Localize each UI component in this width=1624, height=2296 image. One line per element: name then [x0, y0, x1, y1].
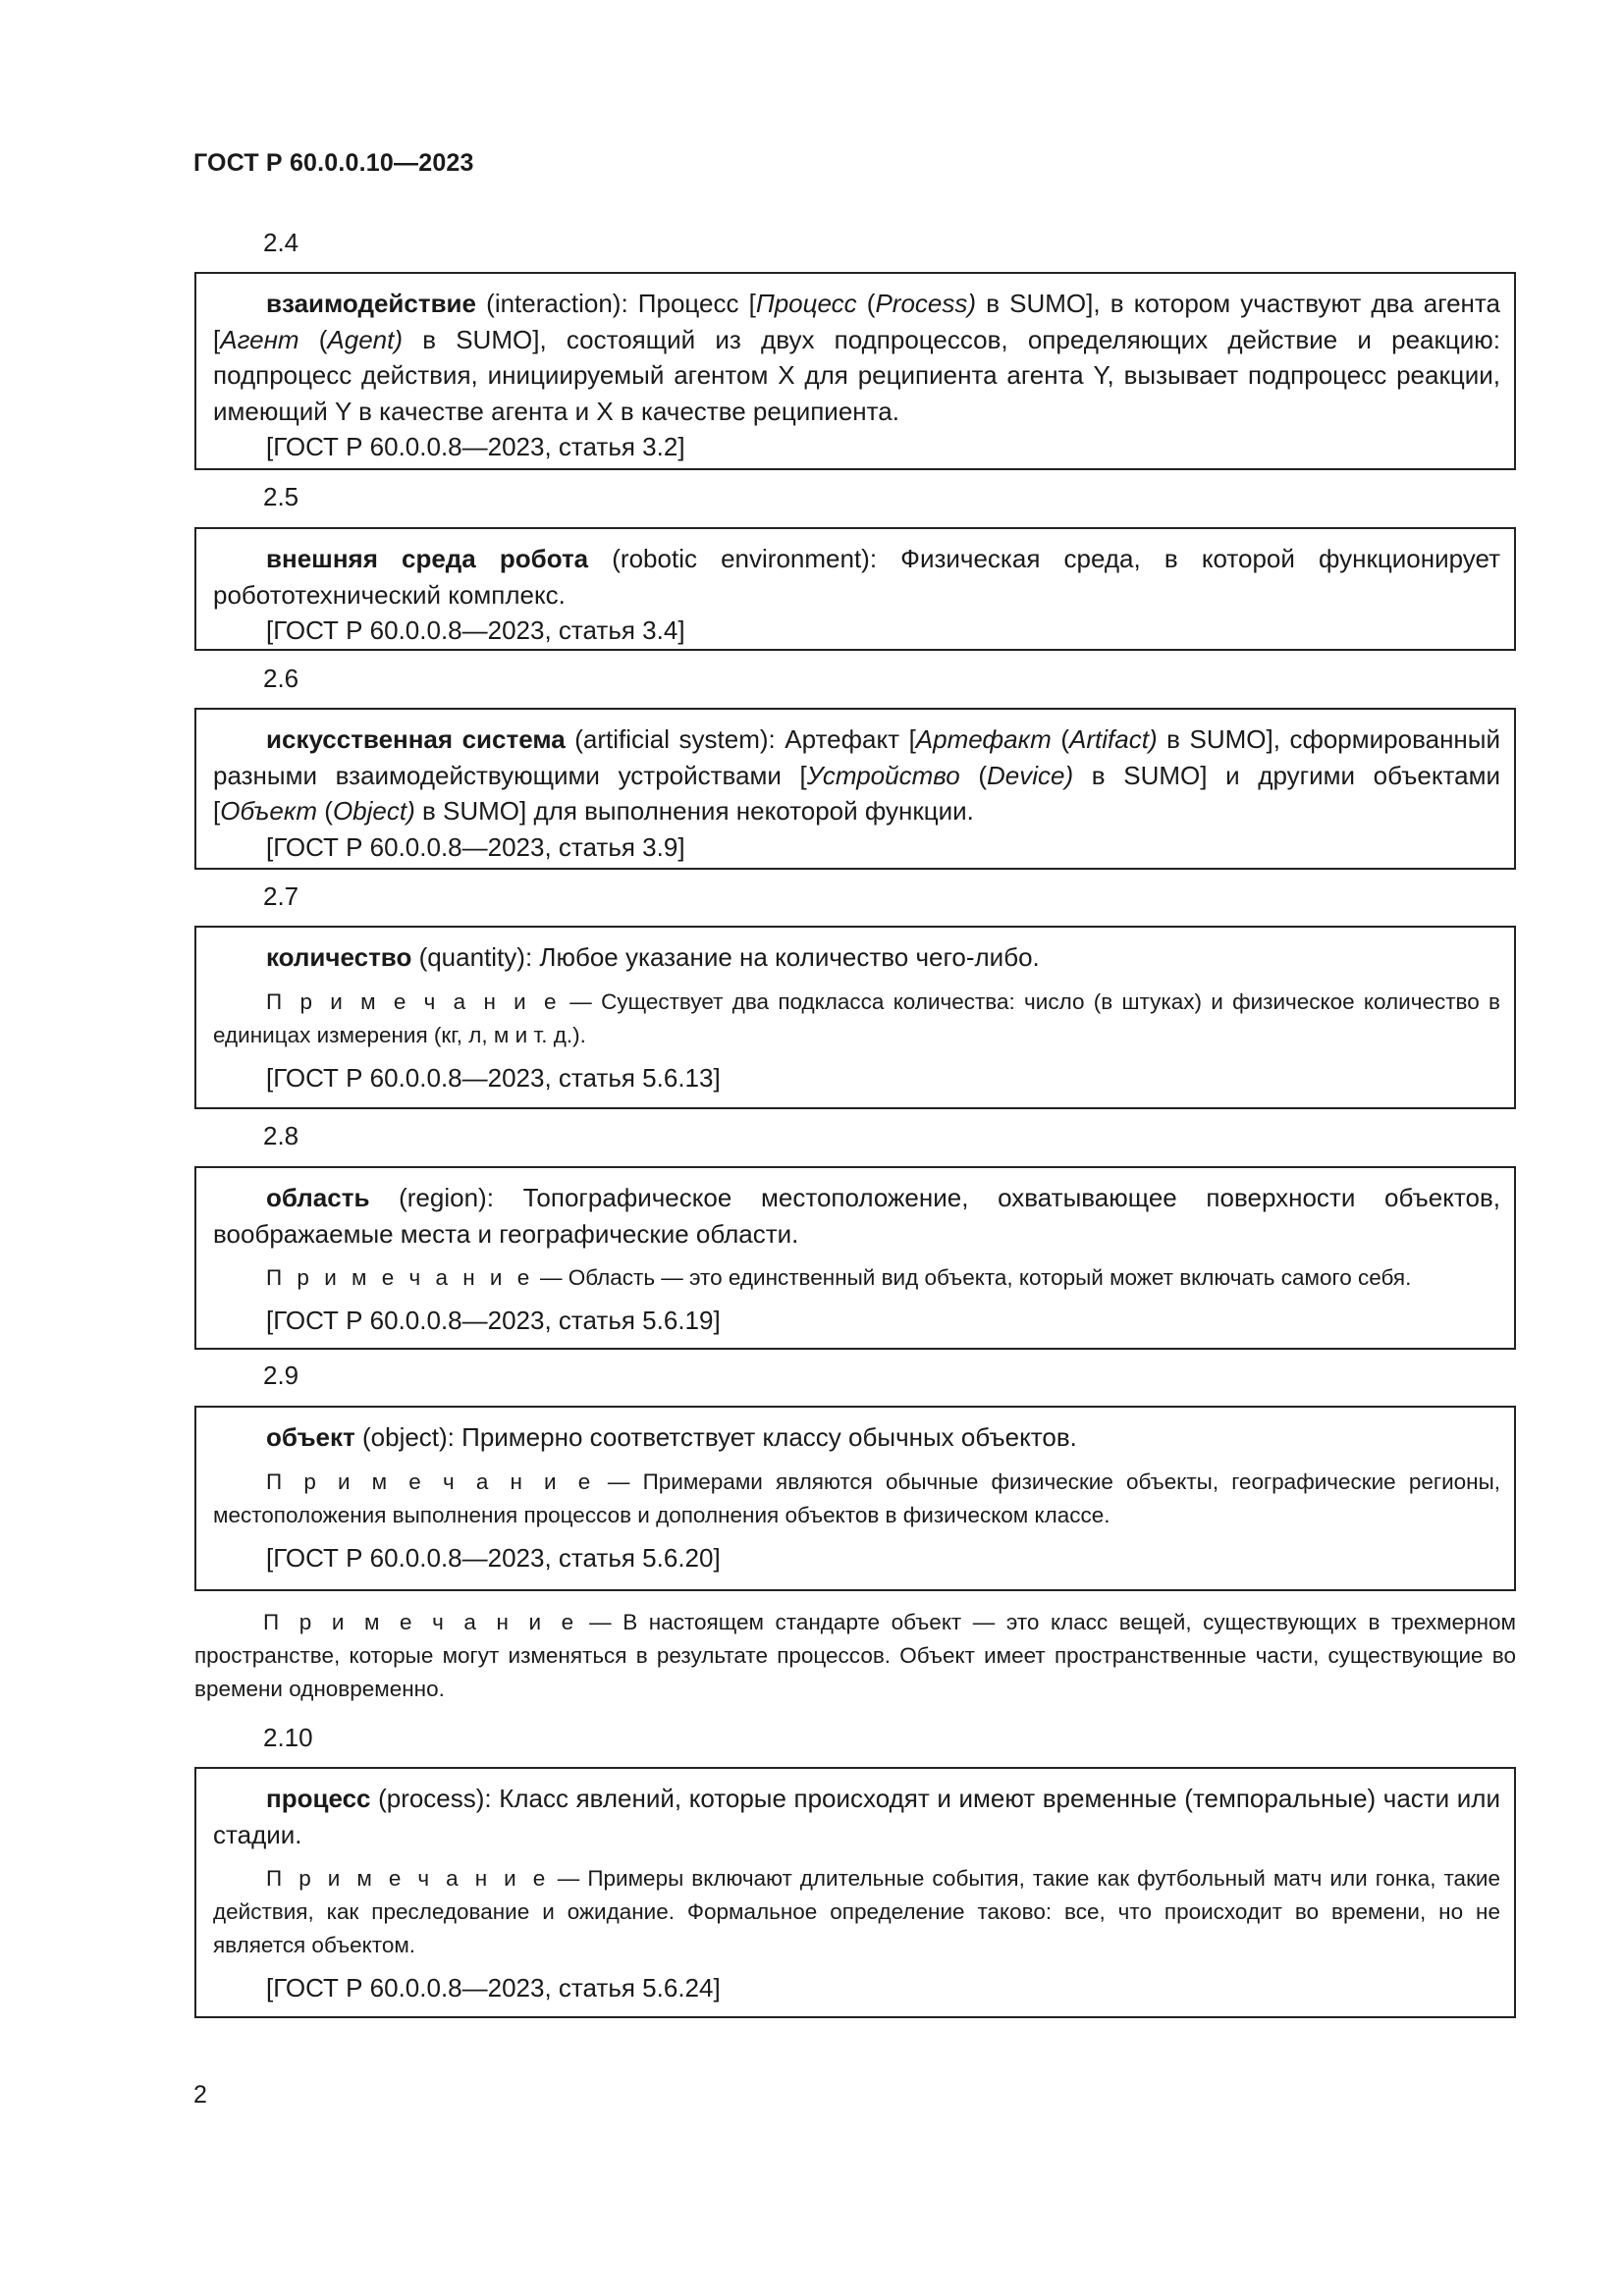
definition-text: ( [1051, 724, 1070, 754]
term-box [194, 1166, 1516, 1350]
term-box [194, 1406, 1516, 1591]
note-label: П р и м е ч а н и е [263, 1610, 578, 1634]
entry-number: 2.8 [263, 1121, 299, 1150]
definition-italic-text: Артефакт [915, 724, 1052, 754]
definition-italic-text: Агент [220, 324, 299, 354]
entry-number: 2.7 [263, 881, 299, 911]
entry-number: 2.4 [263, 228, 299, 257]
source-reference: [ГОСТ Р 60.0.0.8—2023, статья 5.6.19] [266, 1306, 721, 1335]
definition-italic-text: Device) [987, 760, 1074, 790]
entry-number: 2.9 [263, 1361, 299, 1390]
source-reference: [ГОСТ Р 60.0.0.8—2023, статья 5.6.20] [266, 1542, 721, 1573]
definition-text: (region): Топографическое местоположение, охватывающее поверхности объектов, воображаемые места и географические области. [213, 1183, 1500, 1249]
term-box [194, 527, 1516, 651]
note-text: — Существует два подкласса количества: число (в штуках) и физическое количество в единицах измерения (кг, л, м и т. д.). [213, 988, 1500, 1047]
source-reference: [ГОСТ Р 60.0.0.8—2023, статья 5.6.13] [266, 1062, 721, 1093]
definition-italic-text: Object) [332, 796, 415, 826]
definition-italic-text: Устройство [806, 760, 960, 790]
definition-text: (quantity): Любое указание на количество чего-либо. [411, 942, 1040, 972]
note-text: — В настоящем стандарте объект — это класс вещей, существующих в трехмерном пространстве, которые могут изменяться в результате процессов. Объект имеет пространственные части, существующие во времени одновременно. [194, 1610, 1516, 1701]
definition [213, 721, 1500, 829]
term: внешняя среда робота [266, 544, 589, 573]
entry-number: 2.10 [263, 1723, 313, 1752]
definition [213, 286, 1500, 429]
definition-text: ( [317, 796, 333, 826]
definition-text: в SUMO] для выполнения некоторой функции. [414, 796, 974, 826]
definition-text: (interaction): Процесс [ [476, 289, 756, 318]
note [213, 986, 1500, 1052]
definition-text: ( [959, 760, 988, 790]
entry-number: 2.5 [263, 482, 299, 511]
note-text: — Примеры включают длительные события, такие как футбольный матч или гонка, такие действия, как преследование и ожидание. Формальное определение таково: все, что происходит во времени, но не является объектом. [213, 1866, 1500, 1957]
definition-text: в SUMO], состоящий из двух подпроцессов, определяющих действие и реакцию: подпроцесс действия, инициируемый агентом X для реципиента агента Y, вызывает подпроцесс реакции, имеющий Y в качестве агента и X в качестве реципиента. [213, 324, 1500, 426]
term-box [194, 1767, 1516, 2018]
term: процесс [266, 1784, 371, 1813]
note [213, 1862, 1500, 1962]
term-box [194, 708, 1516, 870]
source-reference: [ГОСТ Р 60.0.0.8—2023, статья 3.4] [266, 615, 685, 645]
definition-text: в SUMO], сформированный разными взаимодействующими устройствами [ [213, 724, 1500, 790]
page-header: ГОСТ Р 60.0.0.10—2023 [193, 149, 474, 177]
term: взаимодействие [266, 289, 477, 318]
note-label: П р и м е ч а н и е [266, 988, 562, 1014]
note-label: П р и м е ч а н и е [266, 1468, 595, 1494]
definition-text: в SUMO] и другими объектами [ [213, 760, 1500, 826]
definition-italic-text: Artifact) [1069, 724, 1158, 754]
definition [213, 939, 1500, 976]
note [213, 1466, 1500, 1532]
definition-italic-text: Процесс [755, 289, 857, 318]
definition [213, 1419, 1500, 1456]
definition-text: (artificial system): Артефакт [ [565, 724, 916, 754]
definition-text: ( [856, 289, 876, 318]
term: область [266, 1183, 370, 1212]
definition [213, 541, 1500, 613]
term: количество [266, 942, 412, 972]
source-reference: [ГОСТ Р 60.0.0.8—2023, статья 3.9] [266, 831, 685, 862]
term-box [194, 926, 1516, 1109]
definition-text: (process): Класс явлений, которые происходят и имеют временные (темпоральные) части или стадии. [213, 1784, 1500, 1849]
definition-text: в SUMO], в котором участвуют два агента [ [213, 289, 1500, 354]
note-text: — Область — это единственный вид объекта, который может включать самого себя. [533, 1265, 1412, 1290]
definition [213, 1781, 1500, 1852]
definition [213, 1180, 1500, 1252]
definition-italic-text: Process) [875, 289, 977, 318]
term: объект [266, 1422, 355, 1452]
note-label: П р и м е ч а н и е [266, 1866, 550, 1891]
definition-italic-text: Agent) [327, 324, 404, 354]
term-box [194, 272, 1516, 470]
page-number: 2 [193, 2081, 207, 2109]
term: искусственная система [266, 724, 566, 754]
definition-text: (object): Примерно соответствует классу обычных объектов. [354, 1422, 1077, 1452]
note [213, 1261, 1500, 1295]
note-label: П р и м е ч а н и е [266, 1265, 534, 1290]
note-text: — Примерами являются обычные физические объекты, географические регионы, местоположения выполнения процессов и дополнения объектов в физическом классе. [213, 1468, 1500, 1527]
source-reference: [ГОСТ Р 60.0.0.8—2023, статья 3.2] [266, 432, 685, 461]
source-reference: [ГОСТ Р 60.0.0.8—2023, статья 5.6.24] [266, 1973, 721, 2002]
entry-number: 2.6 [263, 664, 299, 693]
standard-note [194, 1606, 1516, 1706]
definition-text: (robotic environment): Физическая среда, в которой функционирует робототехнический комплекс. [213, 544, 1500, 610]
definition-italic-text: Объект [220, 796, 318, 826]
definition-text: ( [298, 324, 328, 354]
